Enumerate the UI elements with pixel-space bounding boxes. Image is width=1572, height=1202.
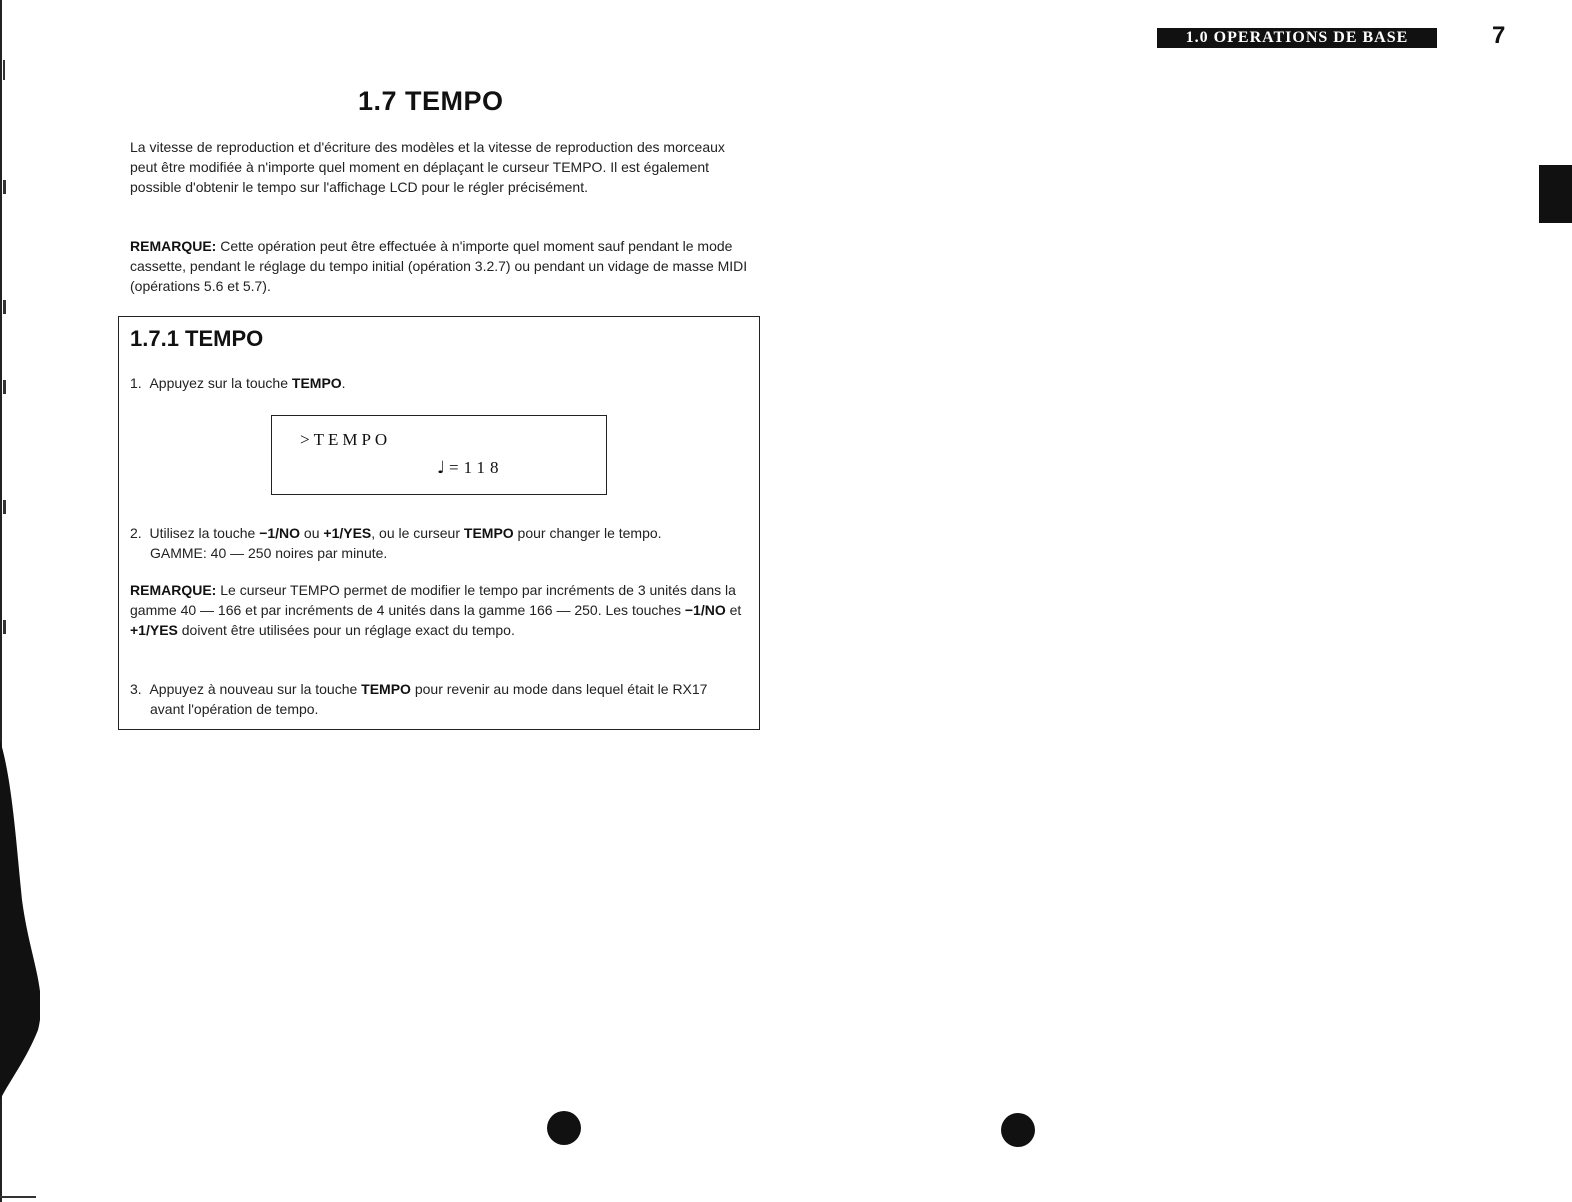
step-text: , ou le curseur	[371, 525, 464, 541]
lcd-line-1: >TEMPO	[300, 430, 392, 449]
step-text: Appuyez à nouveau sur la touche	[149, 681, 362, 697]
subsection-note	[130, 580, 742, 640]
key-plus-yes: +1/YES	[130, 622, 178, 638]
key-minus-no: −1/NO	[259, 525, 301, 541]
subsection-box	[118, 316, 760, 730]
tempo-range: GAMME: 40 — 250 noires par minute.	[150, 545, 388, 561]
step-text: Utilisez la touche	[149, 525, 260, 541]
key-tempo: TEMPO	[291, 375, 342, 391]
intro-paragraph: La vitesse de reproduction et d'écriture des modèles et la vitesse de reproduction des morceaux peut être modifiée à n'importe quel moment en déplaçant le curseur TEMPO. Il est également possible d'obtenir le tempo sur l'affichage LCD pour le régler précisément.	[130, 139, 725, 195]
step-1	[130, 373, 742, 393]
step-end: .	[341, 375, 346, 391]
page-number: 7	[1492, 22, 1506, 49]
lcd-tempo-value: =118	[449, 458, 504, 477]
note-text: Le curseur TEMPO permet de modifier le tempo par incréments de 3 unités dans la gamme 40 — 166 et par incréments de 4 unités dans la gamme 166 — 250. Les touches	[130, 582, 736, 618]
key-tempo: TEMPO	[463, 525, 514, 541]
lcd-display	[271, 415, 607, 495]
note-text: Cette opération peut être effectuée à n'importe quel moment sauf pendant le mode cassette, pendant le réglage du tempo initial (opération 3.2.7) ou pendant un vidage de masse MIDI (opérations 5.6 et 5.7).	[130, 238, 748, 294]
section-note	[130, 236, 752, 296]
section-title: 1.7 TEMPO	[358, 86, 504, 116]
note-text: et	[725, 602, 742, 618]
note-label: REMARQUE:	[130, 238, 217, 254]
step-number: 3.	[130, 681, 142, 697]
key-tempo: TEMPO	[361, 681, 411, 697]
lcd-line-2	[437, 458, 504, 478]
note-text: doivent être utilisées pour un réglage exact du tempo.	[177, 622, 515, 638]
scan-edge-artifact	[0, 0, 40, 1202]
chapter-header-tab: 1.0 OPERATIONS DE BASE	[1157, 28, 1437, 48]
subsection-title: 1.7.1 TEMPO	[130, 326, 264, 351]
thumb-index-tab	[1539, 165, 1572, 223]
step-text: ou	[300, 525, 324, 541]
step-number: 2.	[130, 525, 142, 541]
step-2	[130, 523, 742, 563]
binding-hole-right	[1001, 1113, 1035, 1147]
step-text: Appuyez sur la touche	[149, 375, 292, 391]
quarter-note-icon: ♩	[437, 458, 446, 478]
step-text: pour changer le tempo.	[513, 525, 662, 541]
key-plus-yes: +1/YES	[323, 525, 372, 541]
step-3	[130, 679, 742, 719]
step-text: pour revenir au mode dans lequel était le RX17 avant l'opération de tempo.	[150, 681, 708, 717]
key-minus-no: −1/NO	[684, 602, 726, 618]
binding-hole-left	[547, 1111, 581, 1145]
step-number: 1.	[130, 375, 142, 391]
note-label: REMARQUE:	[130, 582, 217, 598]
